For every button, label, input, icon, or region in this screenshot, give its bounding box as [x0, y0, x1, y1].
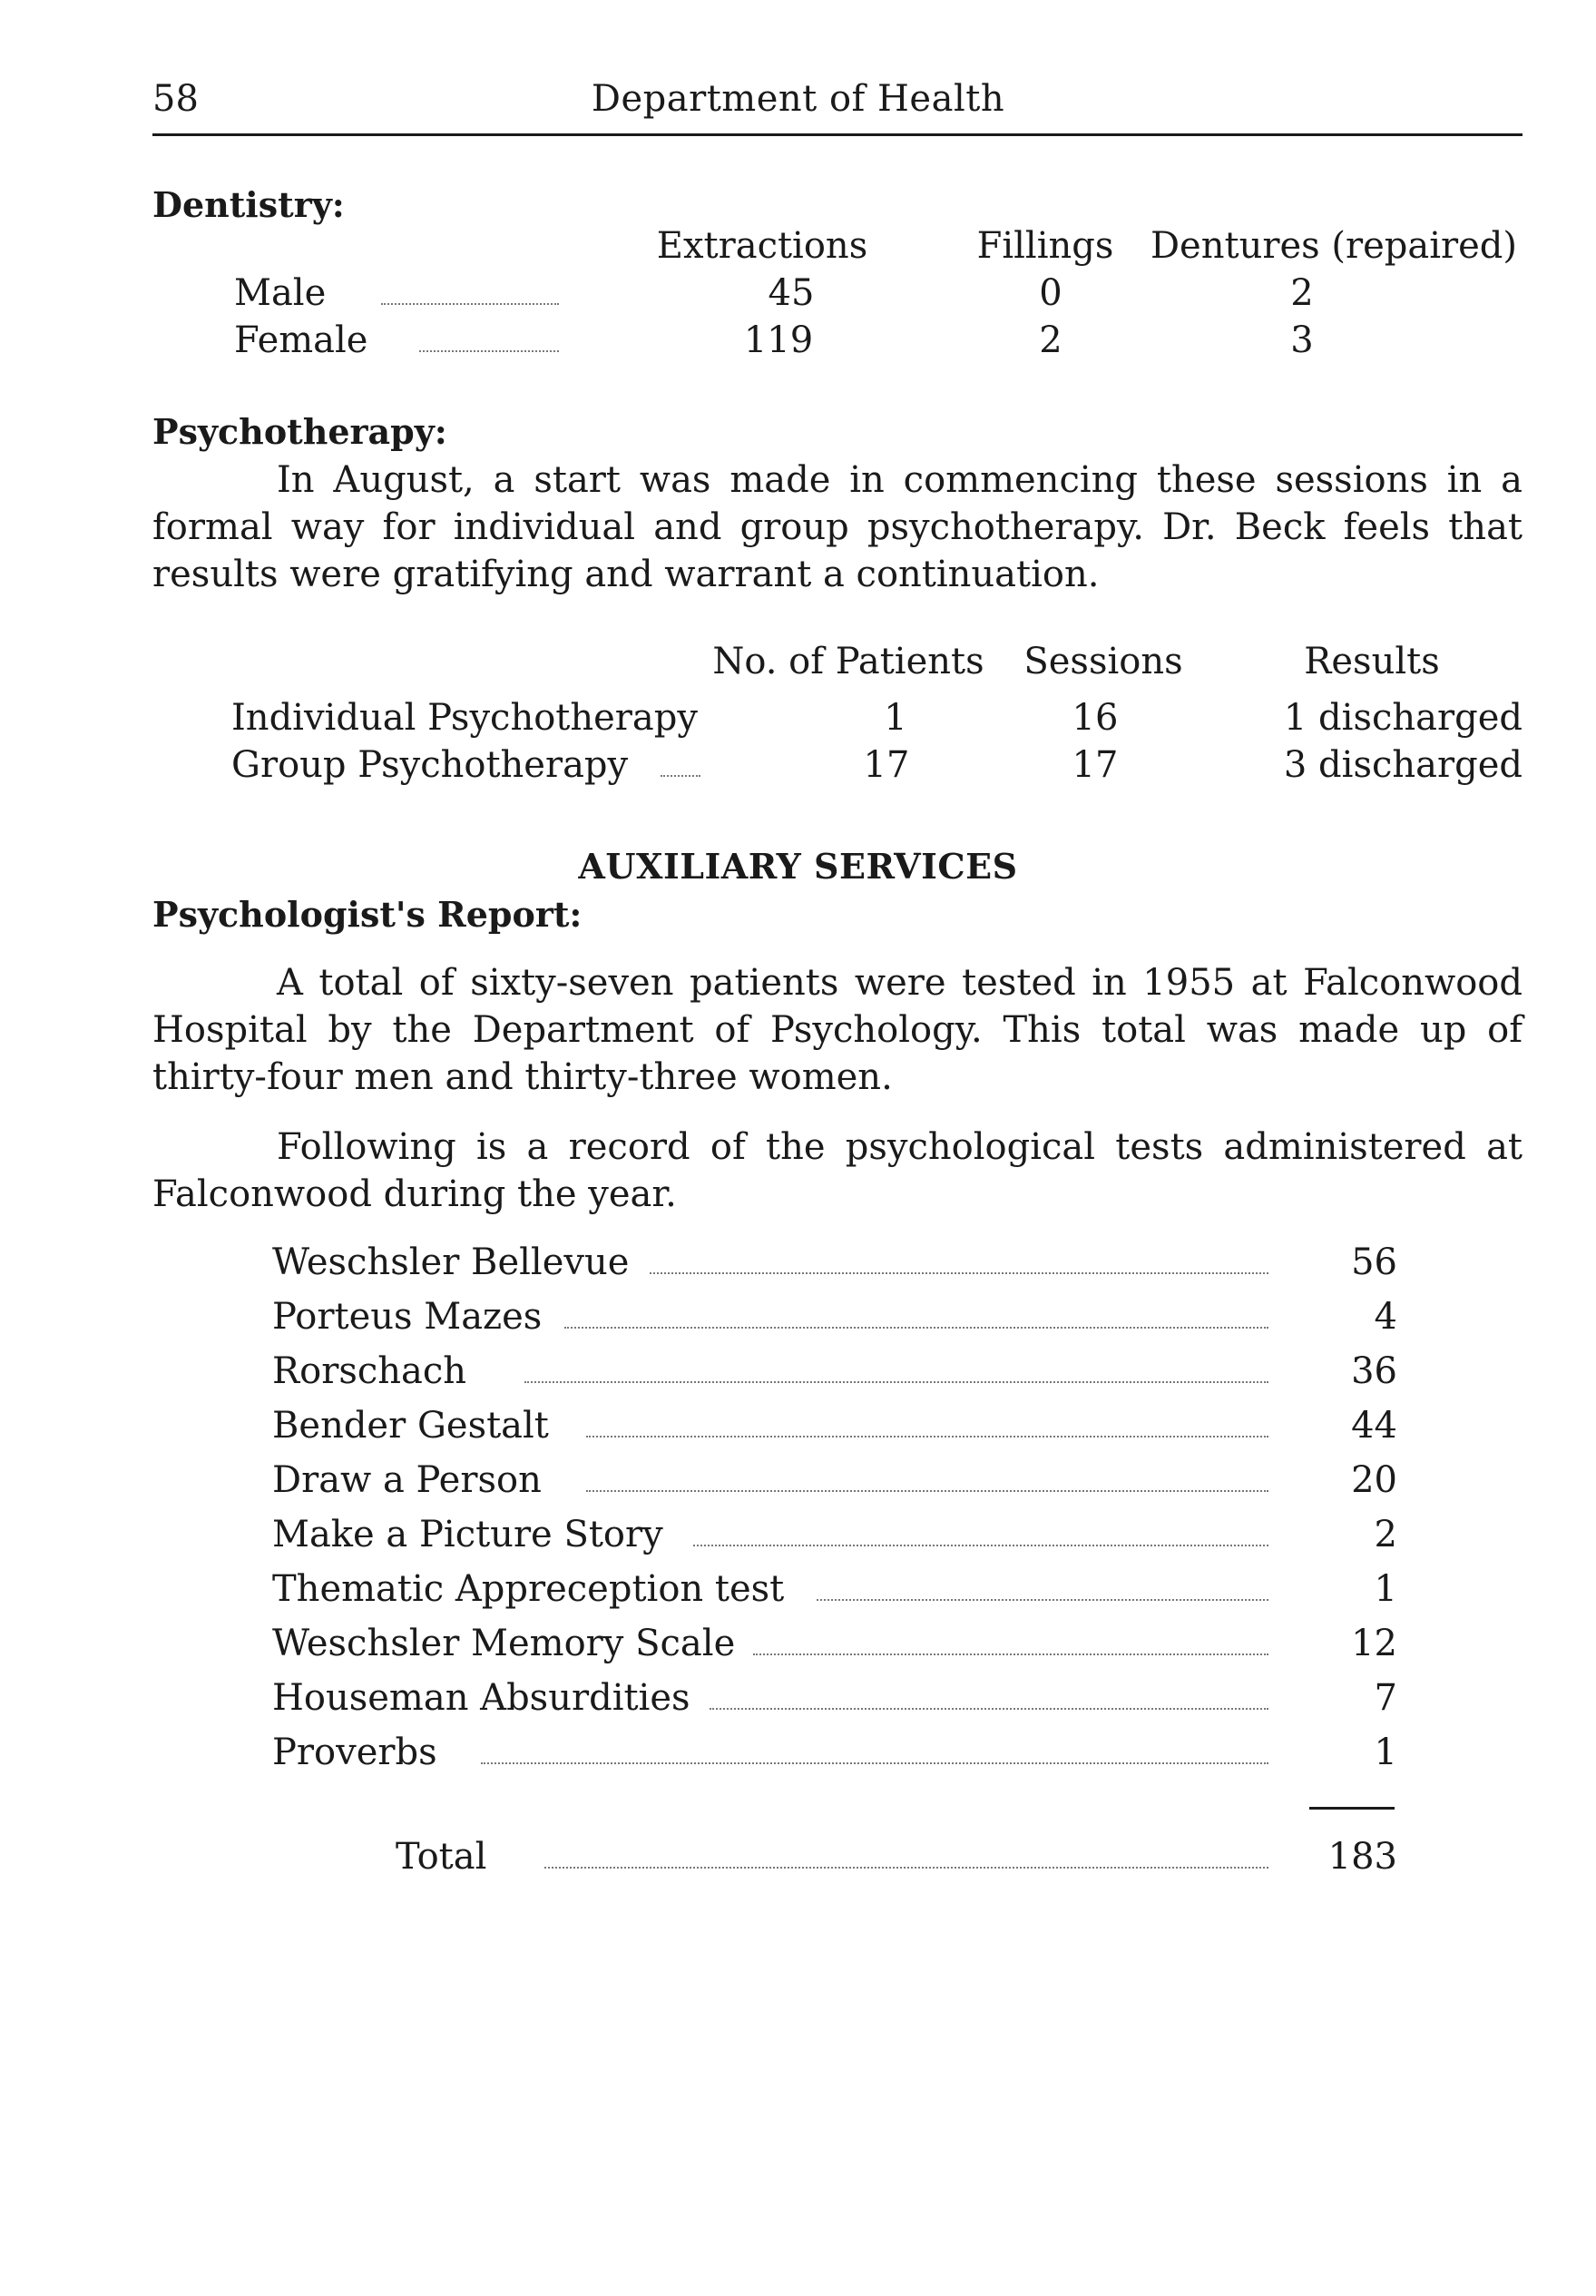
dentistry-cell: 45 — [768, 272, 815, 314]
dot-leader — [481, 1762, 1268, 1764]
report-paragraph — [152, 959, 1523, 1101]
total-label: Total — [396, 1836, 487, 1878]
total-value: 183 — [1327, 1836, 1397, 1878]
test-name: Thematic Appreception test — [272, 1568, 785, 1610]
test-count: 1 — [1374, 1732, 1397, 1773]
dot-leader — [419, 350, 559, 352]
psy-row-label: Individual Psychotherapy — [231, 697, 698, 739]
dot-leader — [381, 303, 559, 305]
test-count: 20 — [1351, 1459, 1397, 1501]
running-title: Department of Health — [591, 78, 1005, 120]
test-count: 36 — [1351, 1350, 1397, 1392]
dot-leader — [661, 775, 700, 777]
psy-col-sessions: Sessions — [1023, 641, 1183, 682]
dot-leader — [544, 1867, 1268, 1869]
tests-intro-text: Following is a record of the psychological tests administered at Falconwood during the year. — [152, 1126, 1523, 1215]
dot-leader — [710, 1708, 1268, 1710]
psy-cell: 17 — [863, 744, 910, 786]
psy-col-results: Results — [1304, 641, 1440, 682]
dot-leader — [564, 1327, 1268, 1329]
dot-leader — [524, 1381, 1268, 1383]
dentistry-cell: 0 — [1039, 272, 1062, 314]
test-name: Make a Picture Story — [272, 1514, 663, 1555]
psychologist-report-heading: Psychologist's Report: — [152, 894, 583, 935]
page-number: 58 — [152, 78, 199, 120]
test-count: 12 — [1351, 1623, 1397, 1664]
test-name: Weschsler Memory Scale — [272, 1623, 736, 1664]
test-count: 1 — [1374, 1568, 1397, 1610]
dentistry-col-fillings: Fillings — [976, 225, 1114, 267]
dot-leader — [753, 1653, 1268, 1655]
dot-leader — [586, 1490, 1268, 1492]
dentistry-cell: 2 — [1039, 319, 1062, 361]
psy-cell: 16 — [1072, 697, 1119, 739]
dentistry-cell: 2 — [1290, 272, 1314, 314]
test-name: Weschsler Bellevue — [272, 1241, 630, 1283]
psy-cell: 1 — [884, 697, 907, 739]
psy-cell: 1 discharged — [1283, 697, 1523, 739]
dentistry-col-dentures: Dentures (repaired) — [1150, 225, 1518, 267]
psy-cell: 17 — [1072, 744, 1119, 786]
header-rule — [152, 133, 1523, 136]
dentistry-cell: 3 — [1290, 319, 1314, 361]
dentistry-col-extractions: Extractions — [656, 225, 868, 267]
dentistry-heading: Dentistry: — [152, 184, 345, 225]
section-title: AUXILIARY SERVICES — [578, 846, 1018, 887]
test-count: 44 — [1351, 1405, 1397, 1447]
test-name: Porteus Mazes — [272, 1296, 543, 1338]
test-name: Bender Gestalt — [272, 1405, 549, 1447]
psychotherapy-heading: Psychotherapy: — [152, 411, 447, 452]
dentistry-row-label: Female — [234, 319, 368, 361]
psy-row-label: Group Psychotherapy — [231, 744, 629, 786]
dentistry-cell: 119 — [743, 319, 814, 361]
psychotherapy-paragraph-text: In August, a start was made in commencing these sessions in a formal way for individual and group psychotherapy. Dr. Beck feels that results were gratifying and warrant a continuation. — [152, 459, 1523, 595]
test-count: 7 — [1374, 1677, 1397, 1719]
dot-leader — [650, 1272, 1268, 1274]
report-paragraph-text: A total of sixty-seven patients were tested in 1955 at Falconwood Hospital by the Department of Psychology. This total was made up of thirty-four men and thirty-three women. — [152, 962, 1523, 1098]
dot-leader — [586, 1436, 1268, 1437]
psychotherapy-paragraph — [152, 456, 1523, 598]
tests-intro-paragraph — [152, 1123, 1523, 1218]
test-name: Rorschach — [272, 1350, 467, 1392]
test-name: Houseman Absurdities — [272, 1677, 690, 1719]
test-name: Proverbs — [272, 1732, 437, 1773]
dot-leader — [693, 1545, 1268, 1546]
test-count: 4 — [1374, 1296, 1397, 1338]
test-name: Draw a Person — [272, 1459, 542, 1501]
psy-col-patients: No. of Patients — [712, 641, 984, 682]
dot-leader — [817, 1599, 1268, 1601]
test-count: 56 — [1351, 1241, 1397, 1283]
dentistry-row-label: Male — [234, 272, 327, 314]
total-rule — [1309, 1807, 1395, 1810]
psy-cell: 3 discharged — [1283, 744, 1523, 786]
test-count: 2 — [1374, 1514, 1397, 1555]
